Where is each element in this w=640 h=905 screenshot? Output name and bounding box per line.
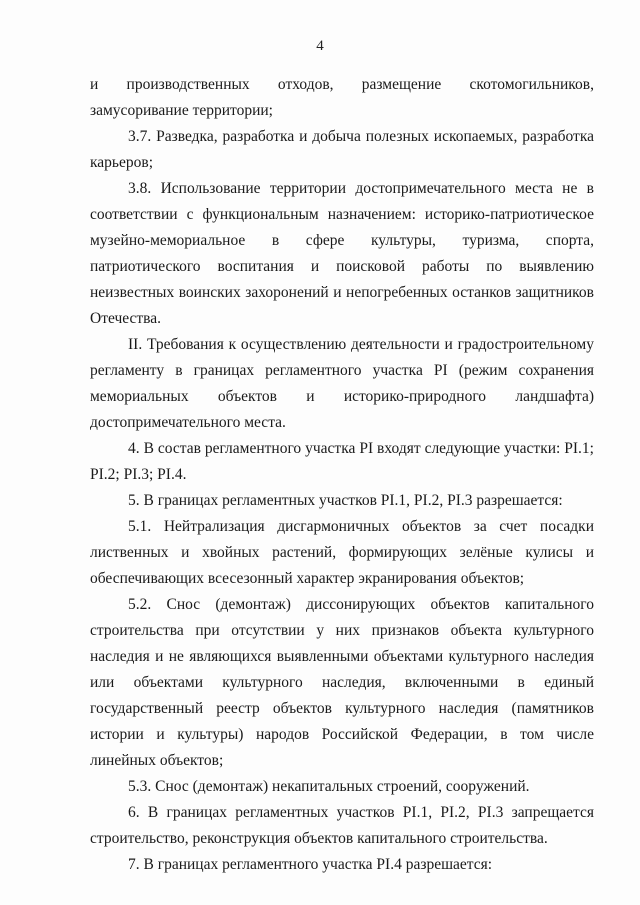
paragraph: 3.7. Разведка, разработка и добыча полезных ископаемых, разработка карьеров; <box>90 128 594 171</box>
document-body <box>90 72 594 878</box>
paragraph: 5.3. Снос (демонтаж) некапитальных строений, сооружений. <box>128 778 530 795</box>
paragraph: 7. В границах регламентного участка РI.4 разрешается: <box>128 856 493 873</box>
paragraph: 5. В границах регламентных участков РI.1, РI.2, РI.3 разрешается: <box>128 492 563 509</box>
paragraph: II. Требования к осуществлению деятельности и градостроительному регламенту в границах регламентного участка РI (режим сохранения мемориальных объектов и историко-природного ландшафта) достопримечательного места. <box>90 336 594 431</box>
paragraph: 6. В границах регламентных участков РI.1, РI.2, РI.3 запрещается строительство, реконструкция объектов капитального строительства. <box>90 804 594 847</box>
paragraph: 3.8. Использование территории достопримечательного места не в соответствии с функциональным назначением: историко-патриотическое музейно-мемориальное в сфере культуры, туризма, спорта, патриотического воспитания и поисковой работы по выявлению неизвестных воинских захоронений и непогребенных останков защитников Отечества. <box>90 180 594 327</box>
page-number: 4 <box>316 38 324 54</box>
paragraph: 5.2. Снос (демонтаж) диссонирующих объектов капитального строительства при отсутствии у них признаков объекта культурного наследия и не являющихся выявленными объектами культурного наследия или объектами культурного наследия, включенными в единый государственный реестр объектов культурного наследия (памятников истории и культуры) народов Российской Федерации, в том числе линейных объектов; <box>90 596 594 769</box>
paragraph: 5.1. Нейтрализация дисгармоничных объектов за счет посадки лиственных и хвойных растений, формирующих зелёные кулисы и обеспечивающих всесезонный характер экранирования объектов; <box>90 518 594 587</box>
paragraph: и производственных отходов, размещение скотомогильников, замусоривание территории; <box>90 76 594 119</box>
paragraph: 4. В состав регламентного участка РI входят следующие участки: РI.1; РI.2; РI.3; РI.4. <box>90 440 594 483</box>
